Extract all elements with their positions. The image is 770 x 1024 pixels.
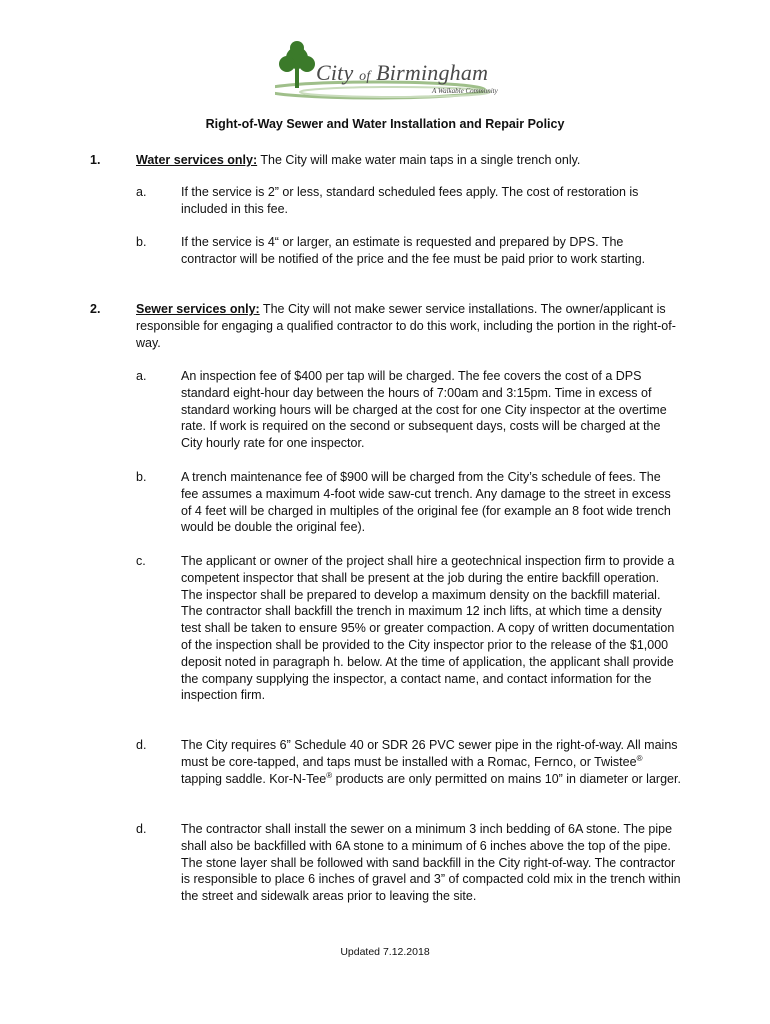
list-item (136, 234, 681, 268)
section-number: 2. (90, 302, 101, 316)
document-title: Right-of-Way Sewer and Water Installation and Repair Policy (205, 117, 565, 131)
list-item (136, 737, 681, 787)
item-letter: b. (136, 235, 147, 249)
section-text: The City will not make sewer service installations. The owner/applicant is responsible for engaging a qualified contractor to do this work, including the portion in the right-of-way. (136, 302, 676, 350)
item-letter: a. (136, 369, 147, 383)
section-2 (90, 301, 690, 351)
list-item (136, 469, 681, 536)
section-text: The City will make water main taps in a single trench only. (257, 153, 581, 167)
section-lead: Sewer services only: (136, 302, 260, 316)
item-letter: d. (136, 822, 147, 836)
footer-updated: Updated 7.12.2018 (340, 946, 430, 958)
item-text: If the service is 4“ or larger, an estimate is requested and prepared by DPS. The contractor will be notified of the price and the fee must be paid prior to work starting. (181, 235, 646, 266)
item-letter: c. (136, 554, 146, 568)
logo-tagline: A Walkable Community (432, 87, 498, 95)
list-item (136, 553, 681, 704)
logo-city: City (316, 60, 354, 85)
list-item (136, 368, 681, 452)
item-text: A trench maintenance fee of $900 will be charged from the City’s schedule of fees. The fee assumes a maximum 4-foot wide saw-cut trench. Any damage to the street in excess of 4 feet will be charged in multiples of the original fee (for example an 8 foot wide trench would be double the original fee). (181, 470, 671, 535)
logo-name: Birmingham (376, 60, 489, 85)
item-text: An inspection fee of $400 per tap will be charged. The fee covers the cost of a DPS standard eight-hour day between the hours of 7:00am and 3:15pm. Time in excess of standard working hours will be charged at the cost for one City inspector at the overtime rate. If work is required on the second or subsequent days, costs will be charged at the City hourly rate for one inspector. (181, 369, 667, 451)
list-item (136, 821, 681, 905)
item-letter: a. (136, 185, 147, 199)
list-item (136, 184, 681, 218)
logo-of: of (359, 69, 371, 84)
item-text: The contractor shall install the sewer on a minimum 3 inch bedding of 6A stone. The pipe shall also be backfilled with 6A stone to a minimum of 6 inches above the top of the pipe. The stone layer shall be followed with sand backfill in the City right-of-way. The contractor is responsible to place 6 inches of gravel and 3” of compacted cold mix in the trench within the street and sidewalk areas prior to leaving the site. (181, 822, 681, 904)
section-1 (90, 152, 690, 169)
logo-wordmark (316, 60, 488, 86)
section-lead: Water services only: (136, 153, 258, 167)
item-letter: d. (136, 738, 147, 752)
item-text: The applicant or owner of the project shall hire a geotechnical inspection firm to provide a competent inspector that shall be present at the job during the entire backfill operation. The inspector shall be prepared to develop a maximum density on the backfill material. The contractor shall backfill the trench in maximum 12 inch lifts, at which time a density test shall be taken to ensure 95% or greater compaction. A copy of written documentation of the inspection shall be provided to the City inspector prior to the release of the $1,000 deposit noted in paragraph h. below. At the time of application, the applicant shall provide the company supplying the inspector, a contact name, and contact information for the inspection firm. (181, 554, 675, 703)
item-text: If the service is 2” or less, standard scheduled fees apply. The cost of restoration is included in this fee. (181, 185, 639, 216)
section-number: 1. (90, 153, 101, 167)
item-letter: b. (136, 470, 147, 484)
item-text: The City requires 6” Schedule 40 or SDR 26 PVC sewer pipe in the right-of-way. All mains must be core-tapped, and taps must be installed with a Romac, Fernco, or Twistee® tapping saddle. Kor-N-Tee® products are only permitted on mains 10” in diameter or larger. (181, 738, 681, 786)
